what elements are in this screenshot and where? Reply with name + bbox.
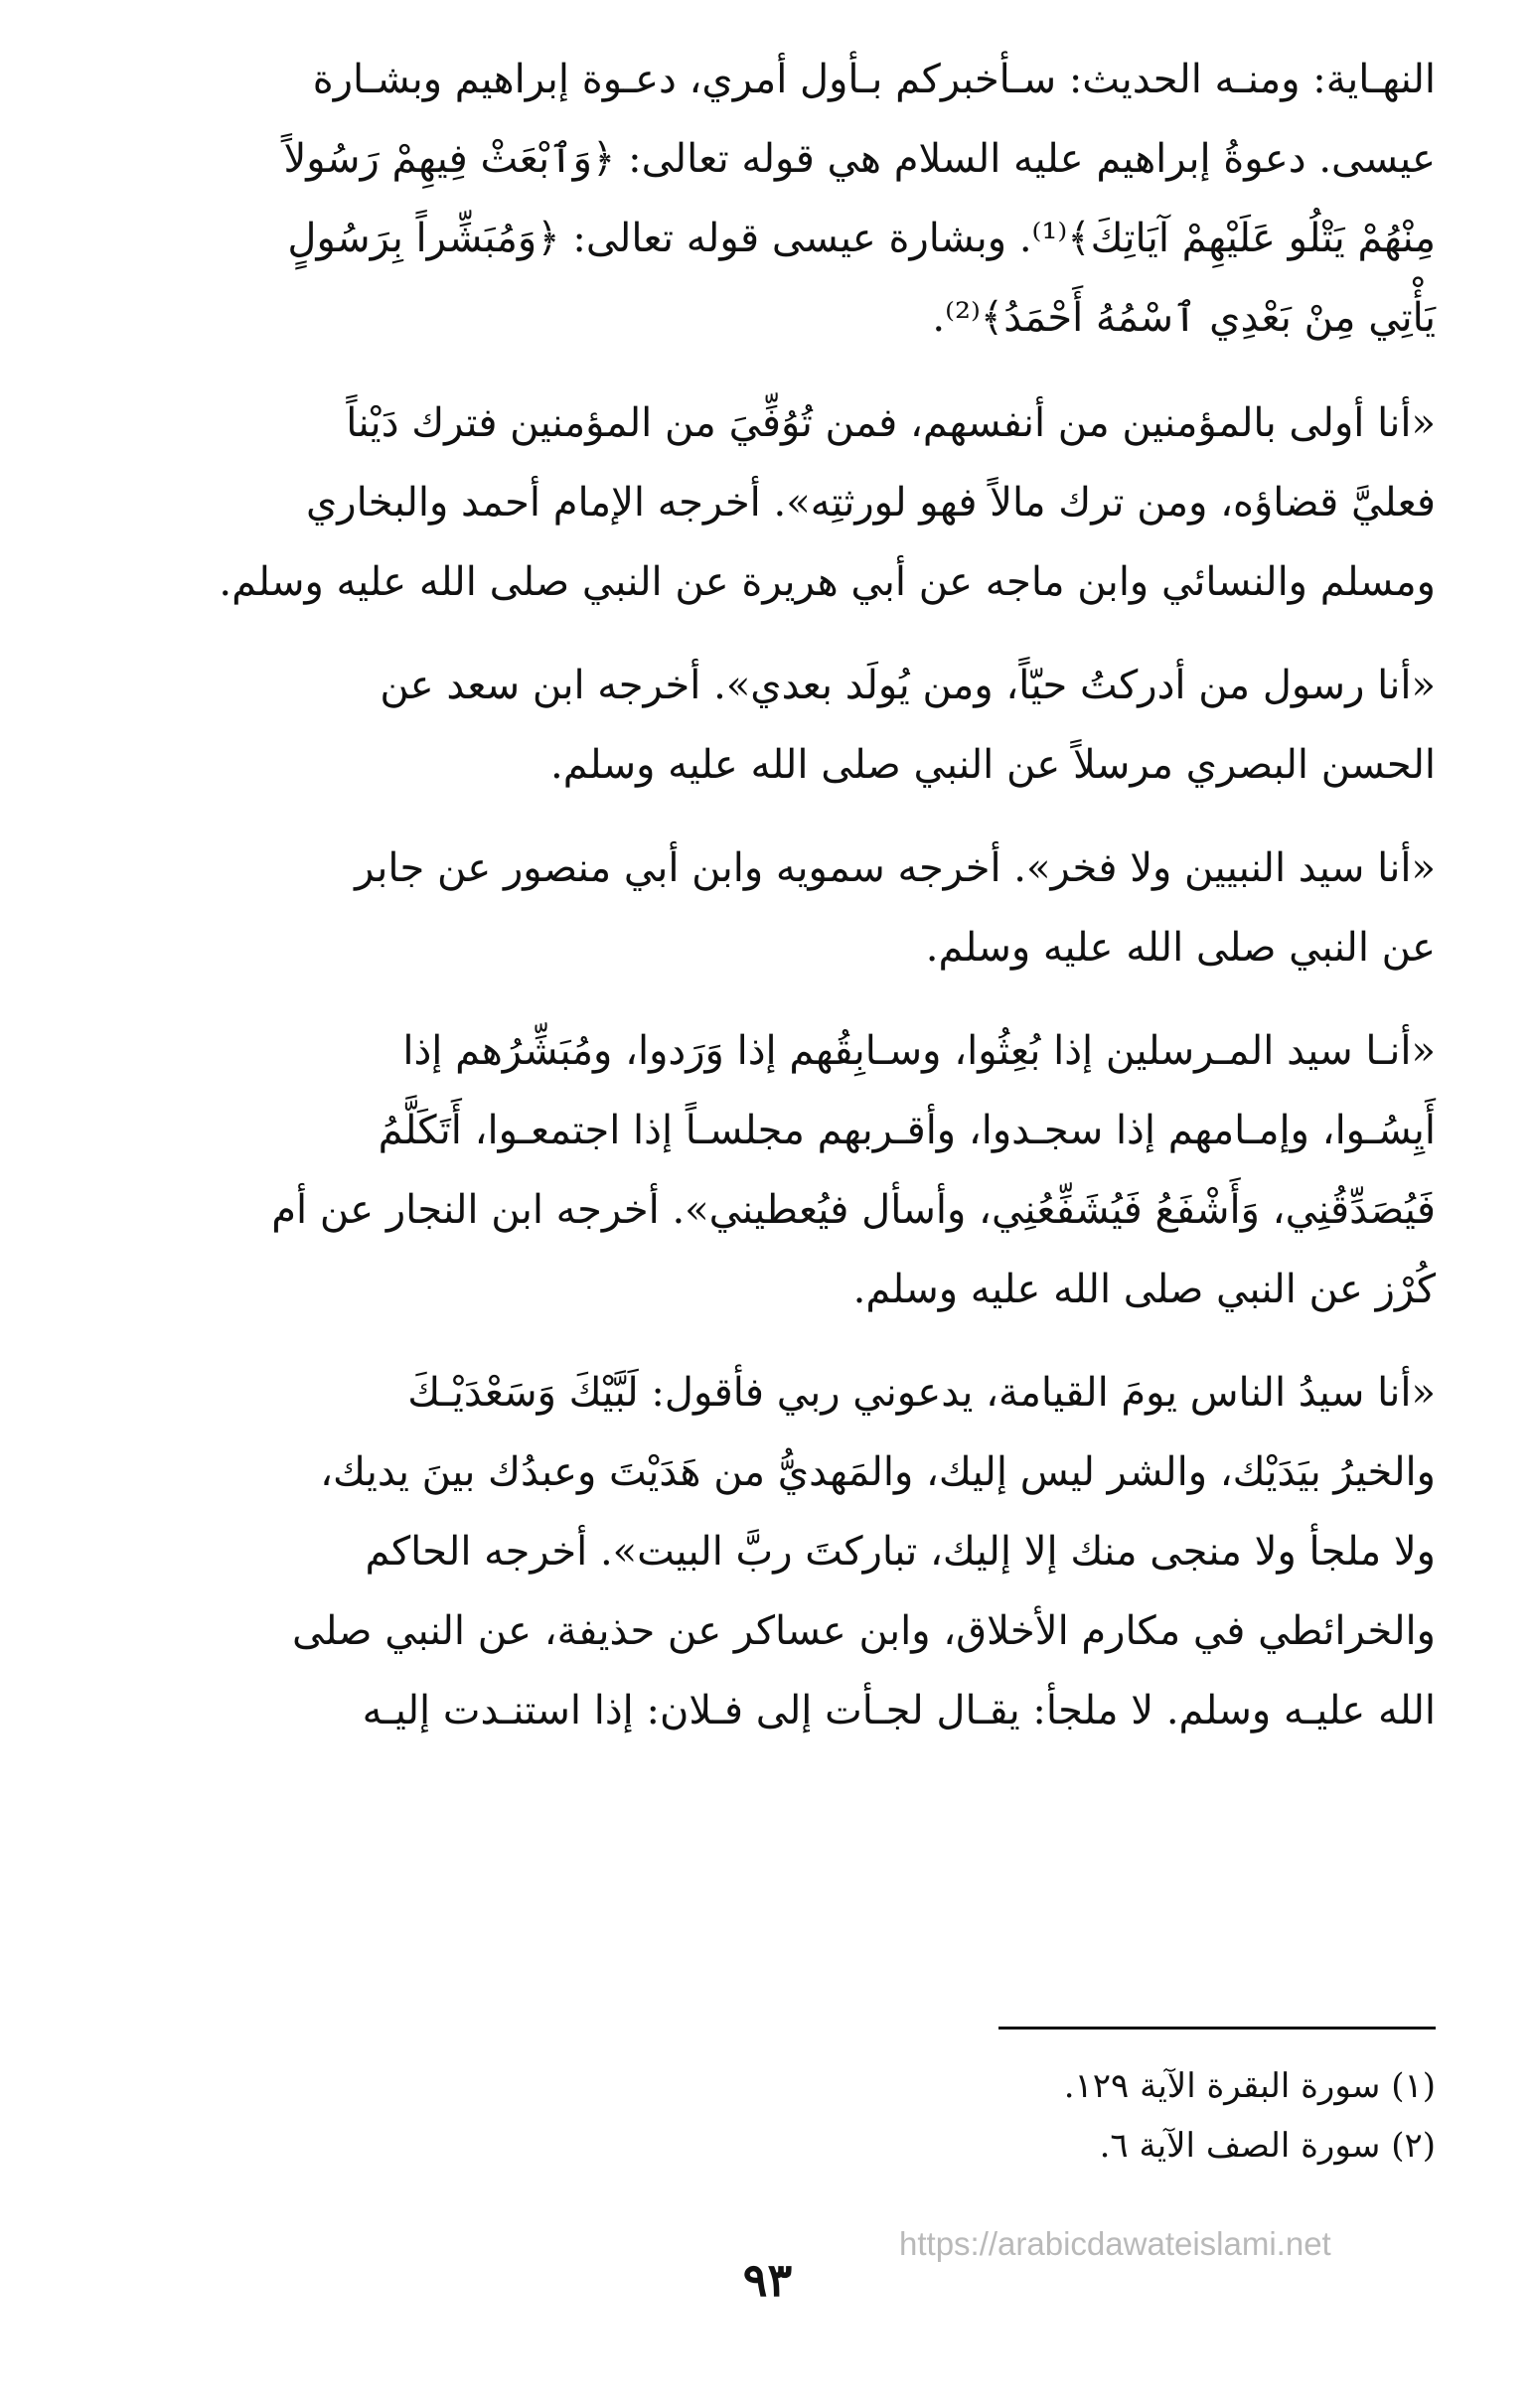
footnote-2: (٢) سورة الصف الآية ٦. xyxy=(1099,2126,1436,2166)
paragraph-4: «أنا سيد النبيين ولا فخر». أخرجه سمويه وابن أبي منصور عن جابر عن النبي صلى الله عليه وسلم. xyxy=(355,845,1436,971)
paragraph-5: «أنـا سيد المـرسلين إذا بُعِثُوا، وسـابِقُهم إذا وَرَدوا، ومُبَشِّرُهم إذا أَيِسُـوا، وإمـامهم إذا سجـدوا، وأقـربهم مجلسـاً إذا اجتمعـوا، أَتَكَلَّمُ فَيُصَدِّقُنِي، وَأَشْفَعُ فَيُشَفِّعُنِي، وأسأل فيُعطيني». أخرجه ابن النجار عن أم كُرْز عن النبي صلى الله عليه وسلم. xyxy=(271,1028,1436,1312)
watermark-url: https://arabicdawateislami.net xyxy=(899,2225,1331,2262)
paragraph-2: «أنا أولى بالمؤمنين من أنفسهم، فمن تُوُفِّيَ من المؤمنين فترك دَيْناً فعليَّ قضاؤه، ومن ترك مالاً فهو لورثتِه». أخرجه الإمام أحمد والبخاري ومسلم والنسائي وابن ماجه عن أبي هريرة عن النبي صلى الله عليه وسلم. xyxy=(219,400,1436,605)
footnotes xyxy=(99,2056,1436,2176)
paragraph-3: «أنا رسول من أدركتُ حيّاً، ومن يُولَد بعدي». أخرجه ابن سعد عن الحسن البصري مرسلاً عن النبي صلى الله عليه وسلم. xyxy=(380,663,1436,788)
paragraph-6: «أنا سيدُ الناس يومَ القيامة، يدعوني ربي فأقول: لَبَّيْكَ وَسَعْدَيْـكَ والخيرُ بيَدَيْك، والشر ليس إليك، والمَهديُّ من هَدَيْتَ وعبدُك بينَ يديك، ولا ملجأ ولا منجى منك إلا إليك، تباركتَ ربَّ البيت». أخرجه الحاكم والخرائطي في مكارم الأخلاق، وابن عساكر عن حذيفة، عن النبي صلى الله عليـه وسلم. لا ملجأ: يقـال لجـأت إلى فـلان: إذا استنـدت إليـه xyxy=(291,1370,1436,1733)
page-body xyxy=(99,40,1436,2364)
footnote-divider xyxy=(998,2027,1436,2030)
paragraph-1: النهـاية: ومنـه الحديث: سـأخبركم بـأول أمري، دعـوة إبراهيم وبشـارة عيسى. دعوةُ إبراهيم عليه السلام هي قوله تعالى: ﴿وَٱبْعَثْ فِيهِمْ رَسُولاً مِنْهُمْ يَتْلُو عَلَيْهِمْ آيَاتِكَ﴾⁽¹⁾. وبشارة عيسى قوله تعالى: ﴿وَمُبَشِّراً بِرَسُولٍ يَأْتِي مِنْ بَعْدِي ٱسْمُهُ أَحْمَدُ﴾⁽²⁾. xyxy=(283,57,1436,341)
footnote-1: (١) سورة البقرة الآية ١٢٩. xyxy=(1063,2066,1436,2106)
page-number: ٩٣ xyxy=(742,2253,793,2307)
